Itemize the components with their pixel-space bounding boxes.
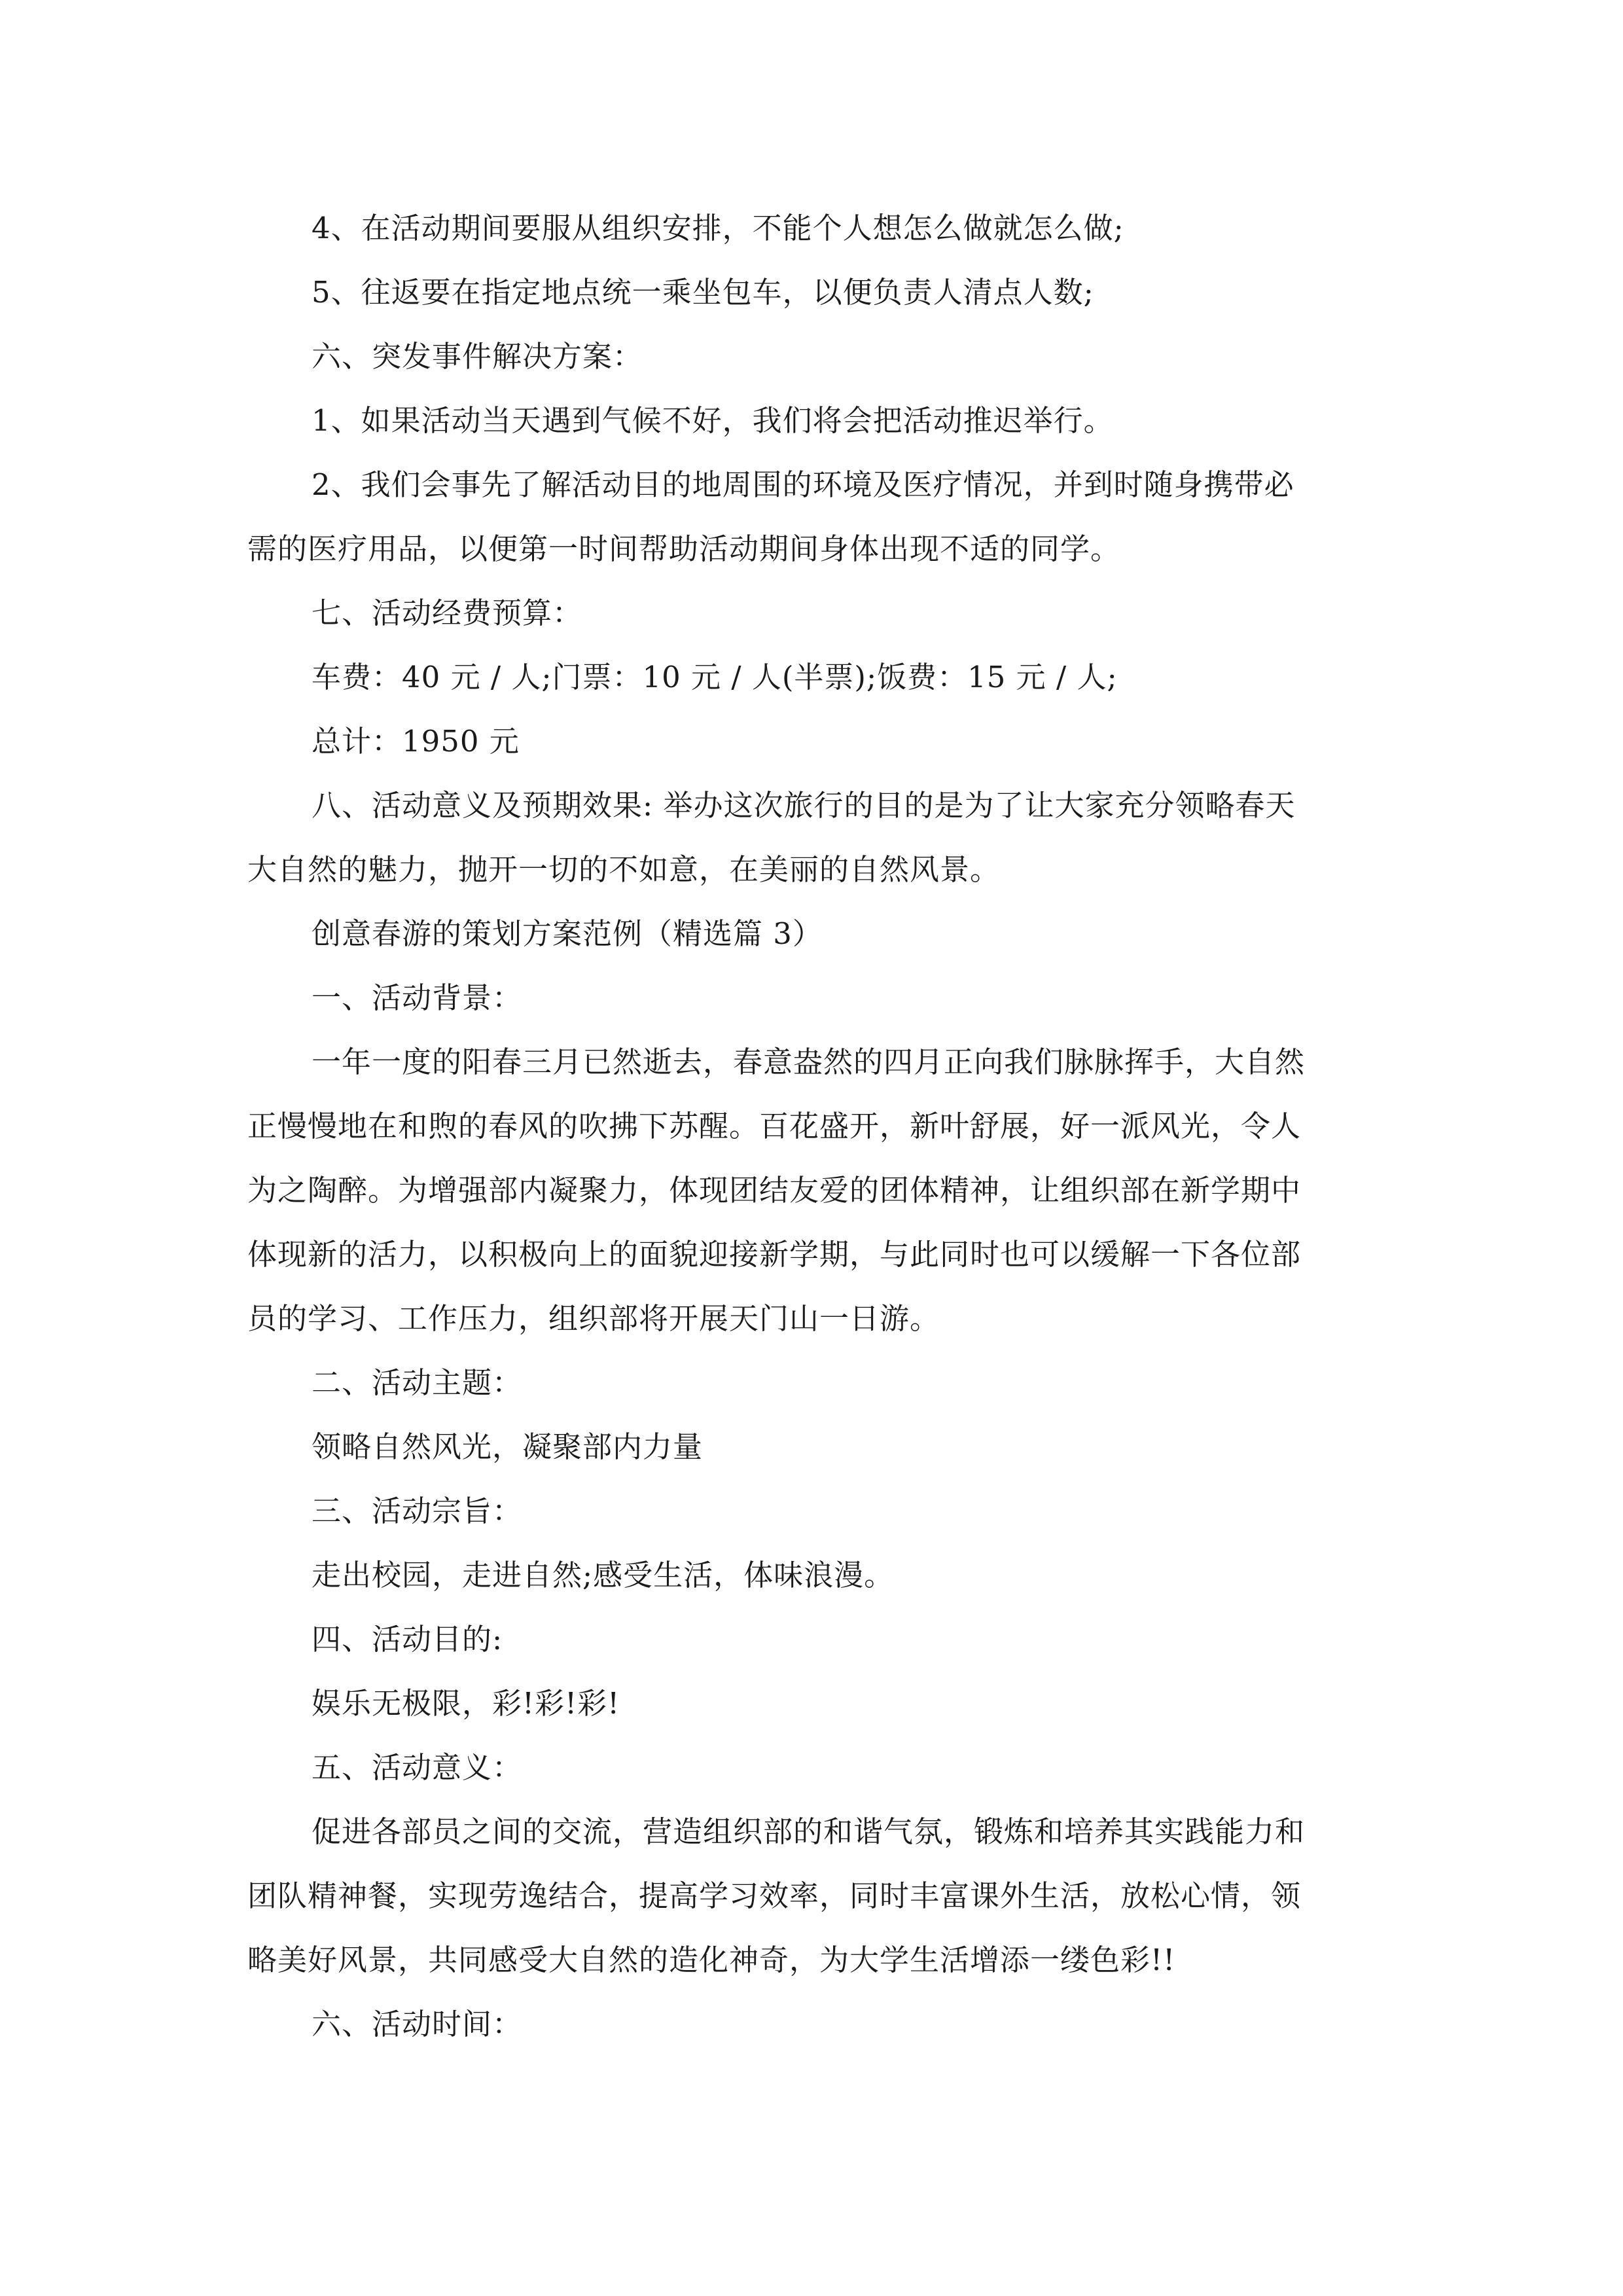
text-line: 大自然的魅力，抛开一切的不如意，在美丽的自然风景。	[247, 852, 1001, 887]
text-line: 走出校园，走进自然;感受生活，体味浪漫。	[312, 1558, 895, 1592]
text-line: 五、活动意义：	[312, 1750, 523, 1785]
text-line: 六、突发事件解决方案：	[312, 339, 643, 374]
text-line: 团队精神餐，实现劳逸结合，提高学习效率，同时丰富课外生活，放松心情，领	[247, 1878, 1302, 1913]
text-line: 三、活动宗旨：	[312, 1494, 523, 1528]
text-line: 六、活动时间：	[312, 2007, 523, 2041]
text-line: 1、如果活动当天遇到气候不好，我们将会把活动推迟举行。	[312, 403, 1114, 438]
text-line: 正慢慢地在和煦的春风的吹拂下苏醒。百花盛开，新叶舒展，好一派风光，令人	[247, 1109, 1302, 1143]
text-line: 七、活动经费预算：	[312, 596, 583, 630]
text-line: 一年一度的阳春三月已然逝去，春意盎然的四月正向我们脉脉挥手，大自然	[312, 1045, 1306, 1079]
text-line: 领略自然风光，凝聚部内力量	[312, 1429, 704, 1464]
text-line: 娱乐无极限，彩!彩!彩!	[312, 1686, 620, 1721]
text-line: 促进各部员之间的交流，营造组织部的和谐气氛，锻炼和培养其实践能力和	[312, 1814, 1306, 1849]
text-line: 八、活动意义及预期效果: 举办这次旅行的目的是为了让大家充分领略春天	[312, 788, 1296, 823]
text-line: 为之陶醉。为增强部内凝聚力，体现团结友爱的团体精神，让组织部在新学期中	[247, 1173, 1302, 1208]
text-line: 需的医疗用品，以便第一时间帮助活动期间身体出现不适的同学。	[247, 531, 1121, 566]
text-line: 5、往返要在指定地点统一乘坐包车，以便负责人清点人数;	[312, 275, 1094, 310]
document-body	[247, 196, 1383, 2056]
text-line: 总计：1950 元	[312, 724, 520, 759]
text-line: 二、活动主题：	[312, 1365, 523, 1400]
text-line: 略美好风景，共同感受大自然的造化神奇，为大学生活增添一缕色彩!!	[247, 1943, 1176, 1977]
text-line: 创意春游的策划方案范例（精选篇 3）	[312, 916, 823, 951]
text-line: 2、我们会事先了解活动目的地周围的环境及医疗情况，并到时随身携带必	[312, 467, 1294, 502]
text-line: 员的学习、工作压力，组织部将开展天门山一日游。	[247, 1301, 940, 1336]
text-line: 4、在活动期间要服从组织安排，不能个人想怎么做就怎么做;	[312, 211, 1124, 245]
text-line: 四、活动目的:	[312, 1622, 503, 1657]
text-line: 车费：40 元 / 人;门票：10 元 / 人(半票);饭费：15 元 / 人;	[312, 660, 1118, 694]
text-line: 体现新的活力，以积极向上的面貌迎接新学期，与此同时也可以缓解一下各位部	[247, 1237, 1302, 1272]
text-line: 一、活动背景：	[312, 980, 523, 1015]
